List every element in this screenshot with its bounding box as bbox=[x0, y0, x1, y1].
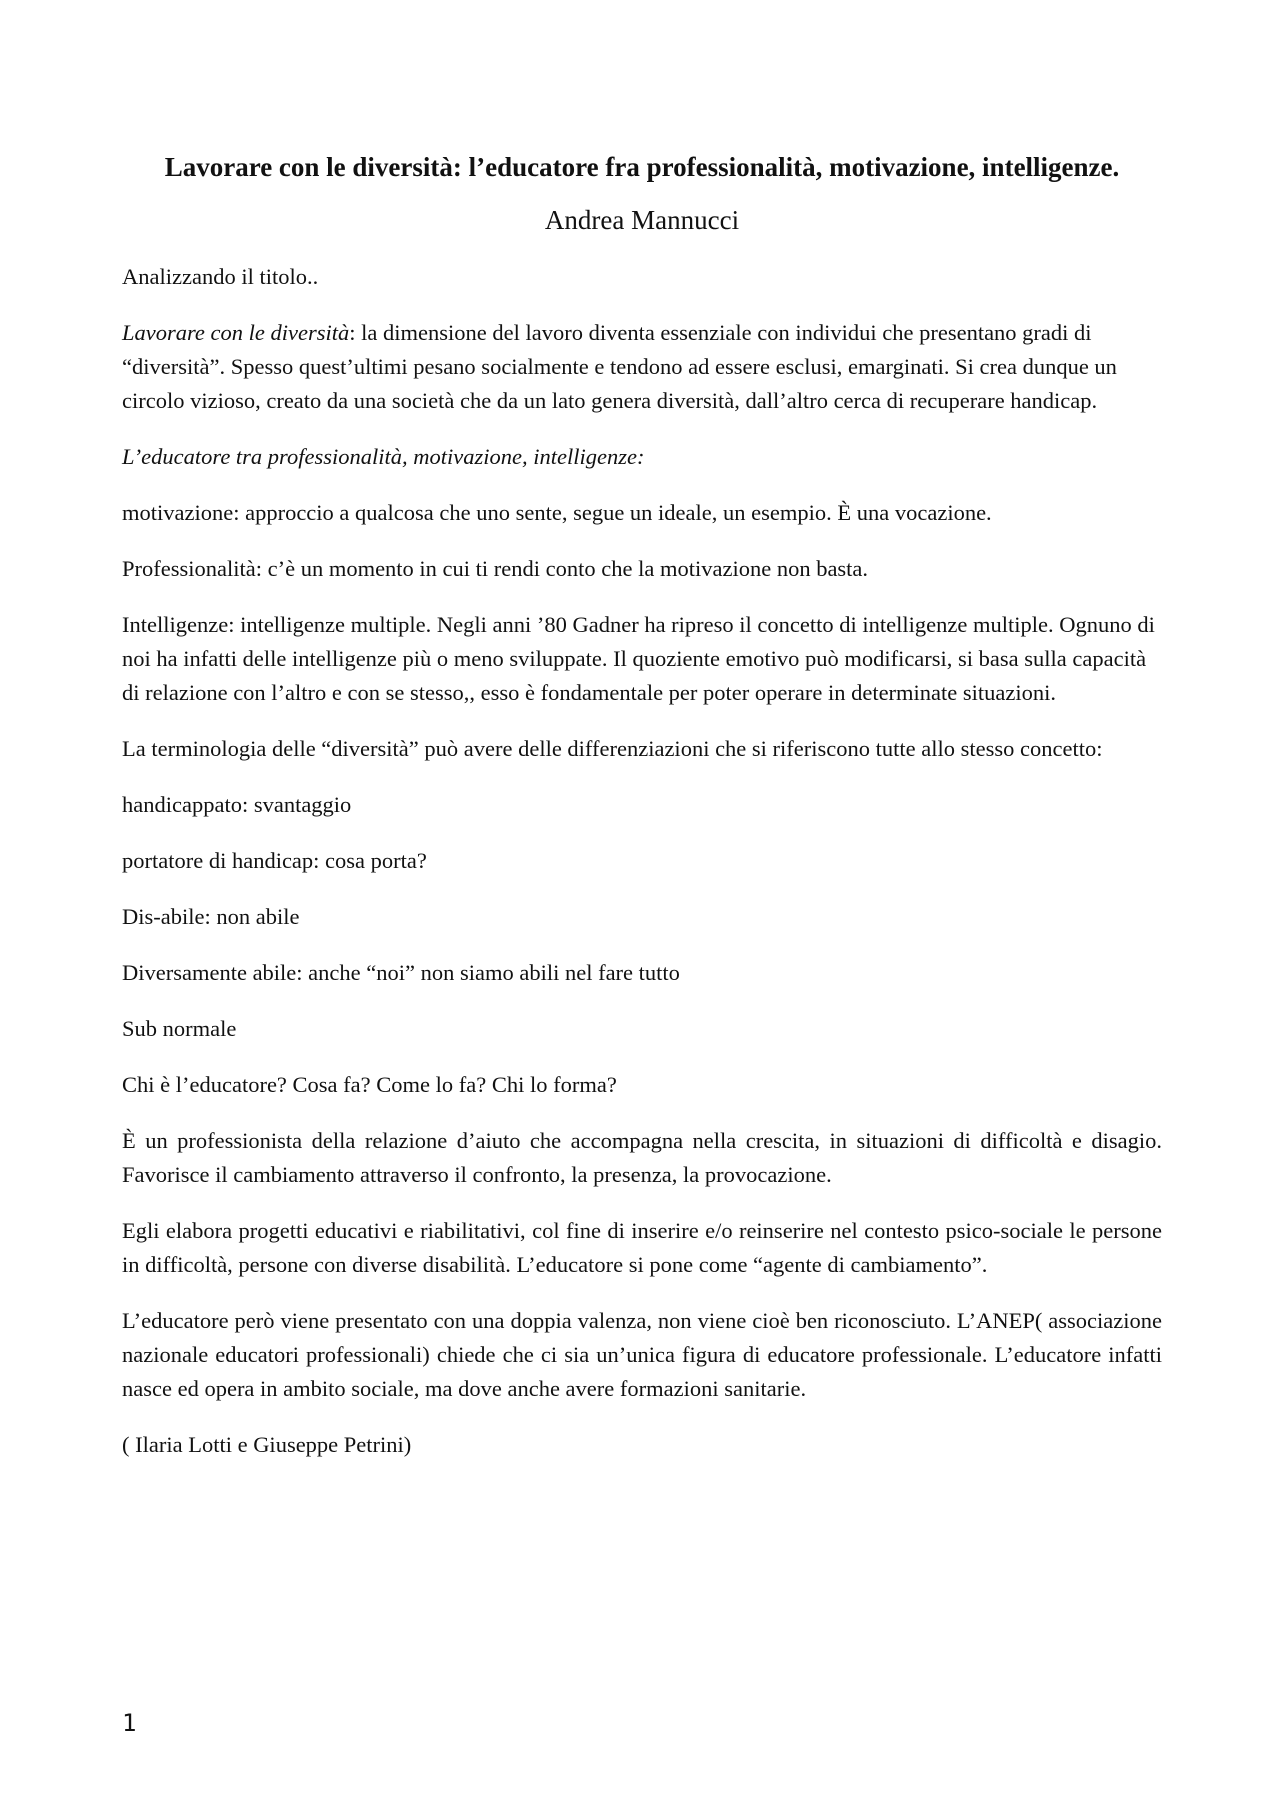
paragraph-diversity-text: : la dimensione del lavoro diventa essenziale con individui che presentano gradi di “diversità”. Spesso quest’ultimi pesano socialmente e tendono ad essere esclusi, emarginati. Si crea dunque un circolo vizioso, creato da una società che da un lato genera diversità, dall’altro cerca di recuperare handicap. bbox=[122, 320, 1117, 413]
paragraph-anep: L’educatore però viene presentato con una doppia valenza, non viene cioè ben riconosciuto. L’ANEP( associazione nazionale educatori professionali) chiede che ci sia un’unica figura di educatore professionale. L’educatore infatti nasce ed opera in ambito sociale, ma dove anche avere formazioni sanitarie. bbox=[122, 1308, 1162, 1401]
paragraph-term-portatore: portatore di handicap: cosa porta? bbox=[122, 848, 427, 873]
paragraph-projects: Egli elabora progetti educativi e riabilitativi, col fine di inserire e/o reinserire nel contesto psico-sociale le persone in difficoltà, persone con diverse disabilità. L’educatore si pone come “agente di cambiamento”. bbox=[122, 1218, 1162, 1277]
paragraph-diversity bbox=[122, 316, 1162, 418]
paragraph-authors-note: ( Ilaria Lotti e Giuseppe Petrini) bbox=[122, 1432, 412, 1457]
paragraph-diversity-heading: Lavorare con le diversità bbox=[122, 320, 350, 345]
paragraph-professionalism: Professionalità: c’è un momento in cui ti rendi conto che la motivazione non basta. bbox=[122, 556, 869, 581]
paragraph-intelligences: Intelligenze: intelligenze multiple. Negli anni ’80 Gadner ha ripreso il concetto di intelligenze multiple. Ognuno di noi ha infatti delle intelligenze più o meno sviluppate. Il quoziente emotivo può modificarsi, si basa sulla capacità di relazione con l’altro e con se stesso,, esso è fondamentale per poter operare in determinate situazioni. bbox=[122, 612, 1155, 705]
paragraph-terminology: La terminologia delle “diversità” può avere delle differenziazioni che si riferiscono tutte allo stesso concetto: bbox=[122, 736, 1103, 761]
document-author: Andrea Mannucci bbox=[544, 205, 740, 235]
document-title: Lavorare con le diversità: l’educatore fra professionalità, motivazione, intelligenze. bbox=[164, 152, 1120, 182]
paragraph-term-disabile: Dis-abile: non abile bbox=[122, 904, 300, 929]
document-body bbox=[122, 148, 1162, 1484]
paragraph-term-sub-normale: Sub normale bbox=[122, 1016, 237, 1041]
page-number: 1 bbox=[122, 1709, 137, 1737]
paragraph-term-handicappato: handicappato: svantaggio bbox=[122, 792, 352, 817]
paragraph-term-diversamente-abile: Diversamente abile: anche “noi” non siamo abili nel fare tutto bbox=[122, 960, 680, 985]
paragraph-questions: Chi è l’educatore? Cosa fa? Come lo fa? Chi lo forma? bbox=[122, 1072, 617, 1097]
paragraph-educator-heading: L’educatore tra professionalità, motivazione, intelligenze: bbox=[122, 444, 645, 469]
paragraph-motivation: motivazione: approccio a qualcosa che uno sente, segue un ideale, un esempio. È una vocazione. bbox=[122, 500, 992, 525]
paragraph-definition: È un professionista della relazione d’aiuto che accompagna nella crescita, in situazioni di difficoltà e disagio. Favorisce il cambiamento attraverso il confronto, la presenza, la provocazione. bbox=[122, 1128, 1162, 1187]
paragraph-intro: Analizzando il titolo.. bbox=[122, 264, 319, 289]
